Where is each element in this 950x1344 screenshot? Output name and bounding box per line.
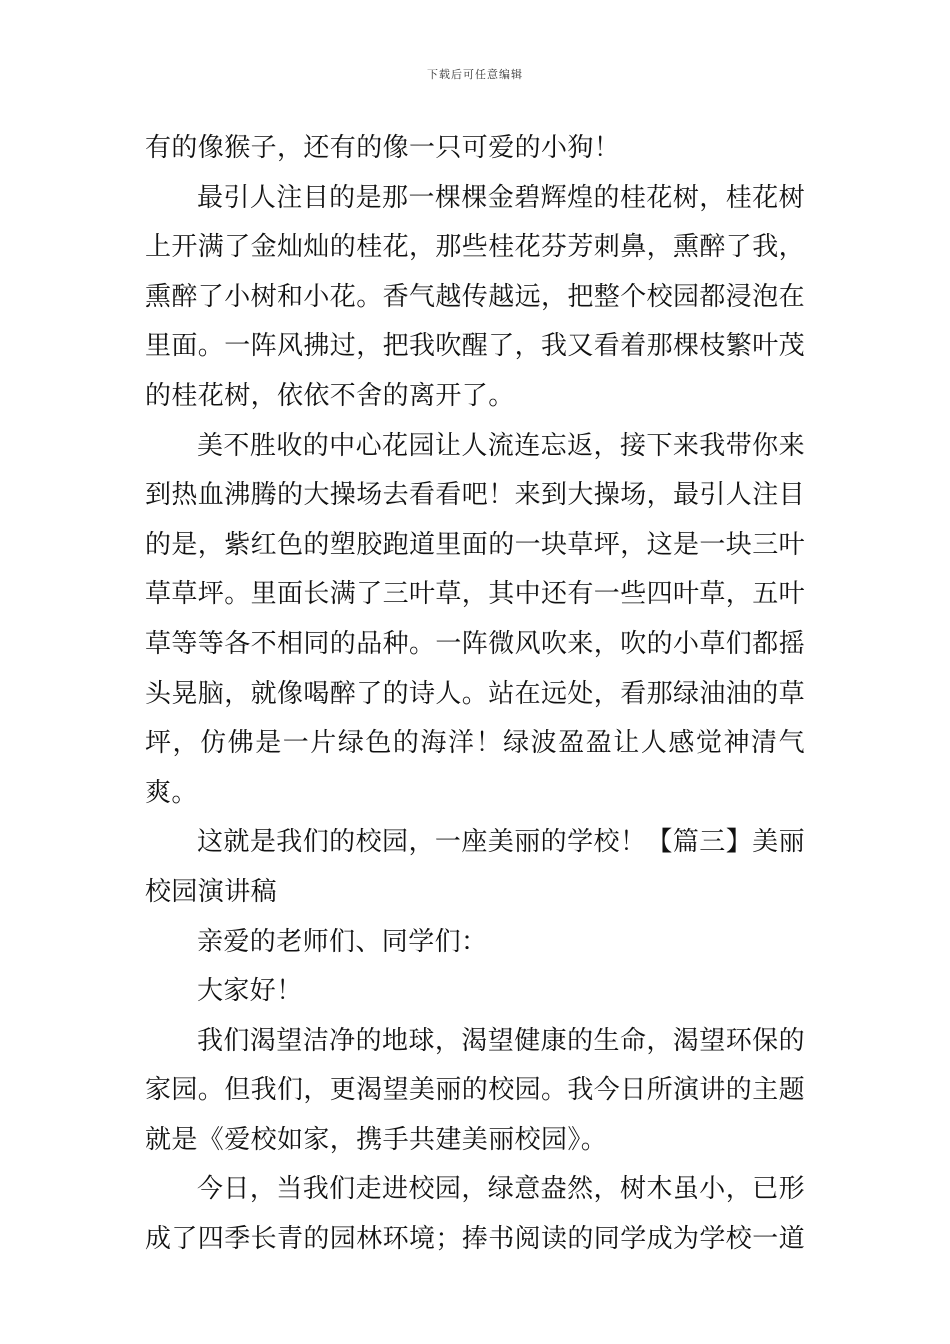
paragraph-6: 大家好！ <box>197 976 303 1007</box>
paragraph-8: 今日，当我们走进校园，绿意盎然，树木虽小，已形成了四季长青的园林环境；捧书阅读的同学成为学校一道 <box>145 1174 806 1255</box>
paragraph-7: 我们渴望洁净的地球，渴望健康的生命，渴望环保的家园。但我们，更渴望美丽的校园。我今日所演讲的主题就是《爱校如家，携手共建美丽校园》。 <box>145 1025 806 1155</box>
header-note: 下载后可任意编辑 <box>427 68 523 81</box>
paragraph-5: 亲爱的老师们、同学们： <box>197 926 488 957</box>
paragraph-2: 最引人注目的是那一棵棵金碧辉煌的桂花树，桂花树上开满了金灿灿的桂花，那些桂花芬芳刺鼻，熏醉了我，熏醉了小树和小花。香气越传越远，把整个校园都浸泡在里面。一阵风拂过，把我吹醒了，我又看着那棵枝繁叶茂的桂花树，依依不舍的离开了。 <box>145 182 806 411</box>
paragraph-4: 这就是我们的校园，一座美丽的学校！【篇三】美丽校园演讲稿 <box>145 827 805 907</box>
paragraph-1: 有的像猴子，还有的像一只可爱的小狗！ <box>145 133 621 163</box>
document-body <box>145 124 805 1265</box>
paragraph-3: 美不胜收的中心花园让人流连忘返，接下来我带你来到热血沸腾的大操场去看看吧！来到大操场，最引人注目的是，紫红色的塑胶跑道里面的一块草坪，这是一块三叶草草坪。里面长满了三叶草，其中还有一些四叶草，五叶草等等各不相同的品种。一阵微风吹来，吹的小草们都摇头晃脑，就像喝醉了的诗人。站在远处，看那绿油油的草坪，仿佛是一片绿色的海洋！绿波盈盈让人感觉神清气爽。 <box>145 430 806 808</box>
